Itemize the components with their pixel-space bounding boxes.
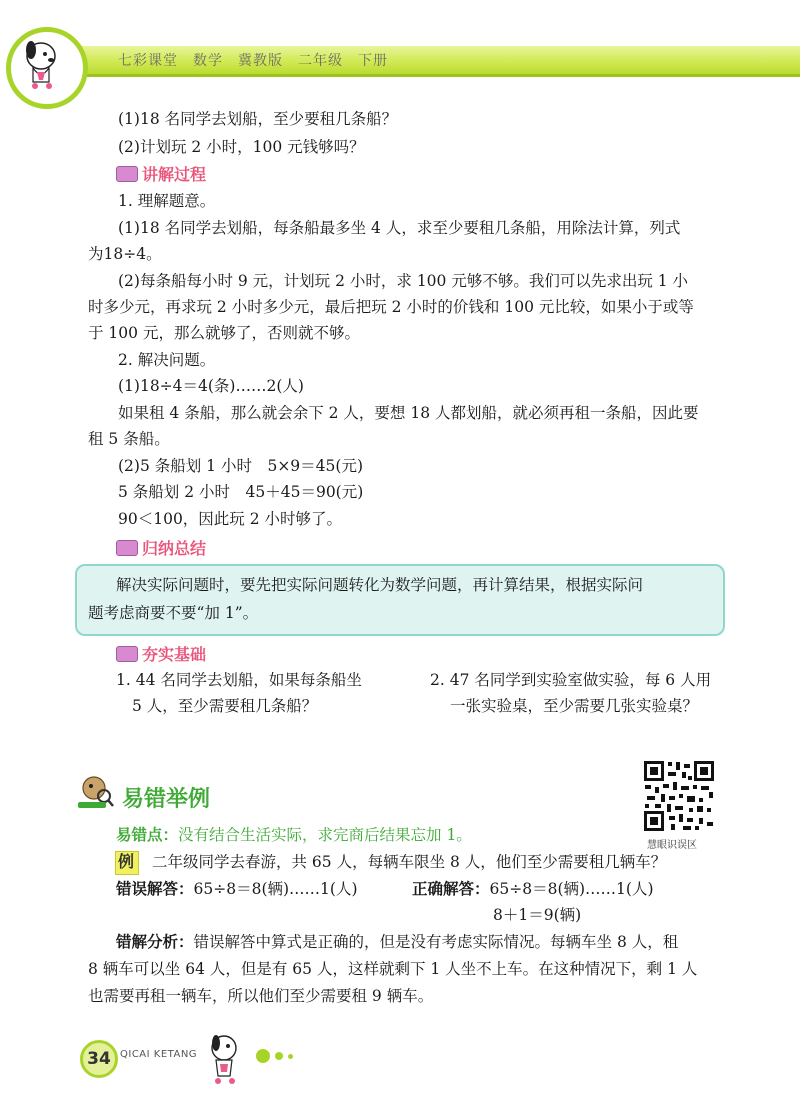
explain-line: 于 100 元，那么就够了，否则就不够。 — [88, 324, 360, 342]
explain-line: (2)每条船每小时 9 元，计划玩 2 小时，求 100 元够不够。我们可以先求出玩 1 小 — [118, 272, 689, 290]
exercise-1-line: 1. 44 名同学去划船，如果每条船坐 — [116, 671, 362, 689]
example-text: 二年级同学去春游，共 65 人，每辆车限坐 8 人，他们至少需要租几辆车？ — [152, 853, 667, 871]
section-marker-icon — [116, 540, 138, 556]
summary-line: 题考虑商要不要“加 1”。 — [88, 604, 259, 622]
mistake-point — [116, 824, 472, 846]
detective-mascot-icon — [74, 772, 116, 816]
right-answer-label: 正确解答： — [412, 880, 490, 898]
wrong-answer — [116, 878, 358, 900]
qr-code-icon — [643, 760, 715, 832]
wrong-answer-label: 错误解答： — [116, 880, 194, 898]
analysis-line-1 — [116, 931, 678, 953]
section-marker-icon — [116, 166, 138, 182]
analysis-line-2: 8 辆车可以坐 64 人，但是有 65 人，这样就剩下 1 人坐不上车。在这种情况下，剩 1 人 — [88, 960, 698, 978]
qr-code[interactable] — [643, 760, 715, 832]
exercise-2-line: 2. 47 名同学到实验室做实验，每 6 人用 — [430, 671, 712, 689]
header-underline — [60, 74, 800, 77]
right-answer-line-2: 8＋1＝9(辆) — [493, 906, 582, 924]
explain-line: 1. 理解题意。 — [118, 192, 216, 210]
qr-caption: 慧眼识误区 — [647, 840, 697, 851]
explain-line: 时多少元，再求玩 2 小时多少元，最后把玩 2 小时的价钱和 100 元比较，如果小于或等 — [88, 298, 694, 316]
explain-line: 90＜100，因此玩 2 小时够了。 — [118, 510, 343, 528]
question-2: (2)计划玩 2 小时，100 元钱够吗？ — [118, 138, 365, 156]
example-tag: 例 — [118, 852, 135, 871]
explain-line: (2)5 条船划 1 小时 5×9＝45(元) — [118, 457, 363, 475]
footer-dot — [288, 1054, 293, 1059]
footer-brand: QICAI KETANG — [120, 1049, 198, 1060]
wrong-answer-text: 65÷8＝8(辆)……1(人) — [193, 880, 358, 898]
section-title-summary: 归纳总结 — [142, 539, 207, 558]
mascot-badge — [6, 27, 88, 109]
footer-dot — [275, 1052, 283, 1060]
analysis-line-3: 也需要再租一辆车，所以他们至少需要租 9 辆车。 — [88, 987, 434, 1005]
explain-line: 5 条船划 2 小时 45＋45＝90(元) — [118, 483, 364, 501]
explain-line: 如果租 4 条船，那么就会余下 2 人，要想 18 人都划船，就必须再租一条船，因此要 — [118, 404, 699, 422]
header-title: 七彩课堂 数学 冀教版 二年级 下册 — [118, 53, 388, 69]
exercise-1-line: 5 人，至少需要租几条船？ — [132, 697, 318, 715]
question-1: (1)18 名同学去划船，至少要租几条船？ — [118, 110, 398, 128]
summary-line: 解决实际问题时，要先把实际问题转化为数学问题，再计算结果，根据实际问 — [116, 576, 644, 594]
explain-line: 租 5 条船。 — [88, 430, 170, 448]
right-answer — [412, 878, 654, 900]
explain-line: (1)18÷4＝4(条)……2(人) — [118, 377, 304, 395]
explain-line: 为18÷4。 — [88, 245, 162, 263]
page-number: 34 — [80, 1040, 118, 1078]
analysis-label: 错解分析： — [116, 933, 194, 951]
mistakes-title: 易错举例 — [122, 787, 211, 812]
section-title-explain: 讲解过程 — [142, 165, 207, 184]
explain-line: 2. 解决问题。 — [118, 351, 216, 369]
footer-mascot-icon — [200, 1030, 250, 1090]
right-answer-text: 65÷8＝8(辆)……1(人) — [489, 880, 654, 898]
mistake-point-text: 没有结合生活实际，求完商后结果忘加 1。 — [178, 826, 472, 844]
section-marker-icon — [116, 646, 138, 662]
section-title-basics: 夯实基础 — [142, 645, 207, 664]
analysis-text: 错误解答中算式是正确的，但是没有考虑实际情况。每辆车坐 8 人，租 — [193, 933, 679, 951]
exercise-2-line: 一张实验桌，至少需要几张实验桌？ — [450, 697, 699, 715]
footer-dot — [256, 1049, 270, 1063]
dog-mascot-icon — [11, 32, 73, 94]
explain-line: (1)18 名同学去划船，每条船最多坐 4 人，求至少要租几条船，用除法计算，列式 — [118, 219, 681, 237]
mistake-point-label: 易错点： — [116, 826, 179, 844]
